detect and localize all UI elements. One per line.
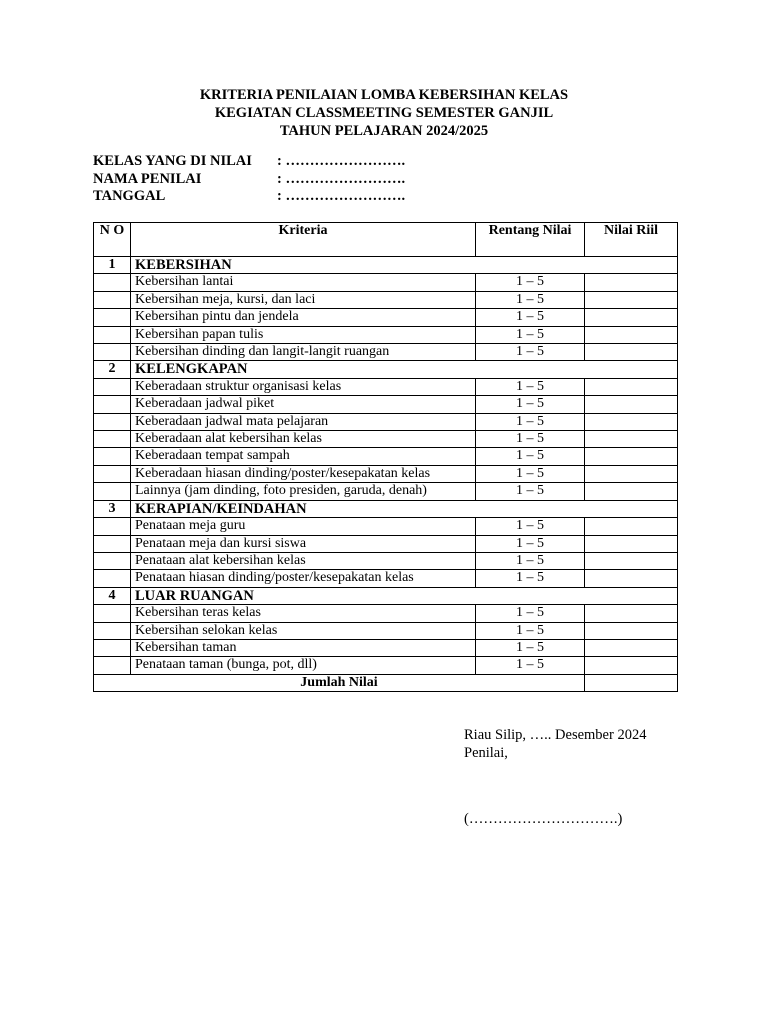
meta-label: TANGGAL [93, 188, 166, 204]
range-cell: 1 – 5 [476, 309, 585, 326]
criteria-label: Kebersihan taman [131, 639, 476, 656]
table-row [94, 326, 678, 343]
criteria-label: Kebersihan selokan kelas [131, 622, 476, 639]
number-cell [94, 274, 131, 291]
score-cell[interactable] [585, 552, 678, 569]
range-cell: 1 – 5 [476, 657, 585, 674]
criteria-label: Keberadaan jadwal piket [131, 396, 476, 413]
criteria-label: Kebersihan papan tulis [131, 326, 476, 343]
table-row [94, 396, 678, 413]
score-cell[interactable] [585, 465, 678, 482]
number-cell [94, 639, 131, 656]
number-cell [94, 378, 131, 395]
table-row [94, 535, 678, 552]
criteria-label: Keberadaan jadwal mata pelajaran [131, 413, 476, 430]
number-cell [94, 570, 131, 587]
table-row [94, 378, 678, 395]
score-cell[interactable] [585, 274, 678, 291]
section-number: 2 [94, 361, 131, 378]
range-cell: 1 – 5 [476, 639, 585, 656]
range-cell: 1 – 5 [476, 378, 585, 395]
table-row [94, 344, 678, 361]
criteria-label: Keberadaan hiasan dinding/poster/kesepakatan kelas [131, 465, 476, 482]
meta-row-kelas [93, 153, 405, 171]
total-row [94, 674, 678, 691]
title-line-2: KEGIATAN CLASSMEETING SEMESTER GANJIL [214, 105, 554, 121]
signature-block [464, 726, 646, 762]
criteria-label: Kebersihan lantai [131, 274, 476, 291]
score-cell[interactable] [585, 639, 678, 656]
criteria-label: Keberadaan tempat sampah [131, 448, 476, 465]
criteria-label: Penataan hiasan dinding/poster/kesepakatan kelas [131, 570, 476, 587]
table-row [94, 483, 678, 500]
range-cell: 1 – 5 [476, 431, 585, 448]
score-cell[interactable] [585, 326, 678, 343]
number-cell [94, 413, 131, 430]
column-header-nilai-riil: Nilai Riil [585, 223, 678, 257]
table-row [94, 448, 678, 465]
score-cell[interactable] [585, 413, 678, 430]
table-row [94, 605, 678, 622]
table-row [94, 552, 678, 569]
meta-row-penilai [93, 171, 405, 189]
score-cell[interactable] [585, 657, 678, 674]
number-cell [94, 465, 131, 482]
range-cell: 1 – 5 [476, 326, 585, 343]
section-row [94, 361, 678, 378]
document-title [0, 86, 768, 140]
number-cell [94, 657, 131, 674]
score-cell[interactable] [585, 291, 678, 308]
table-header-row [94, 223, 678, 257]
column-header-no: N O [94, 223, 131, 257]
section-row [94, 257, 678, 274]
section-title: KERAPIAN/KEINDAHAN [131, 500, 678, 517]
score-cell[interactable] [585, 344, 678, 361]
criteria-label: Penataan taman (bunga, pot, dll) [131, 657, 476, 674]
score-cell[interactable] [585, 309, 678, 326]
section-title: KEBERSIHAN [131, 257, 678, 274]
number-cell [94, 622, 131, 639]
score-cell[interactable] [585, 483, 678, 500]
score-cell[interactable] [585, 535, 678, 552]
criteria-label: Keberadaan alat kebersihan kelas [131, 431, 476, 448]
table-row [94, 431, 678, 448]
range-cell: 1 – 5 [476, 483, 585, 500]
range-cell: 1 – 5 [476, 552, 585, 569]
section-title: LUAR RUANGAN [131, 587, 678, 604]
criteria-label: Kebersihan meja, kursi, dan laci [131, 291, 476, 308]
score-cell[interactable] [585, 378, 678, 395]
criteria-label: Penataan meja guru [131, 518, 476, 535]
meta-label: KELAS YANG DI NILAI [93, 153, 252, 169]
criteria-label: Kebersihan teras kelas [131, 605, 476, 622]
meta-value: : ……………………. [277, 170, 406, 187]
table-row [94, 413, 678, 430]
number-cell [94, 396, 131, 413]
signature-role: Penilai, [464, 745, 508, 761]
range-cell: 1 – 5 [476, 518, 585, 535]
criteria-label: Lainnya (jam dinding, foto presiden, garuda, denah) [131, 483, 476, 500]
score-cell[interactable] [585, 396, 678, 413]
criteria-label: Keberadaan struktur organisasi kelas [131, 378, 476, 395]
range-cell: 1 – 5 [476, 291, 585, 308]
signature-place-date: Riau Silip, ….. Desember 2024 [464, 727, 647, 743]
meta-row-tanggal [93, 188, 405, 206]
number-cell [94, 448, 131, 465]
number-cell [94, 309, 131, 326]
number-cell [94, 344, 131, 361]
table-row [94, 274, 678, 291]
range-cell: 1 – 5 [476, 570, 585, 587]
table-row [94, 291, 678, 308]
range-cell: 1 – 5 [476, 535, 585, 552]
meta-label: NAMA PENILAI [93, 170, 202, 187]
table-row [94, 570, 678, 587]
range-cell: 1 – 5 [476, 396, 585, 413]
meta-block [93, 153, 405, 206]
column-header-rentang: Rentang Nilai [476, 223, 585, 257]
number-cell [94, 291, 131, 308]
table-row [94, 465, 678, 482]
score-cell[interactable] [585, 570, 678, 587]
meta-value: : ……………………. [277, 188, 406, 204]
section-number: 3 [94, 500, 131, 517]
table-row [94, 622, 678, 639]
criteria-label: Penataan meja dan kursi siswa [131, 535, 476, 552]
total-score-cell[interactable] [585, 674, 678, 691]
meta-value: : ……………………. [277, 153, 406, 169]
range-cell: 1 – 5 [476, 605, 585, 622]
section-number: 1 [94, 257, 131, 274]
column-header-kriteria: Kriteria [131, 223, 476, 257]
score-cell[interactable] [585, 605, 678, 622]
number-cell [94, 518, 131, 535]
total-label: Jumlah Nilai [94, 674, 585, 691]
score-cell[interactable] [585, 431, 678, 448]
signature-name-line: (………………………….) [464, 811, 623, 827]
table-row [94, 309, 678, 326]
range-cell: 1 – 5 [476, 274, 585, 291]
table-row [94, 518, 678, 535]
range-cell: 1 – 5 [476, 448, 585, 465]
title-line-1: KRITERIA PENILAIAN LOMBA KEBERSIHAN KELAS [199, 87, 569, 103]
range-cell: 1 – 5 [476, 413, 585, 430]
range-cell: 1 – 5 [476, 344, 585, 361]
table-row [94, 639, 678, 656]
number-cell [94, 326, 131, 343]
section-row [94, 587, 678, 604]
section-number: 4 [94, 587, 131, 604]
number-cell [94, 605, 131, 622]
section-row [94, 500, 678, 517]
title-line-3: TAHUN PELAJARAN 2024/2025 [279, 123, 489, 139]
criteria-table [93, 222, 678, 692]
number-cell [94, 552, 131, 569]
criteria-label: Kebersihan dinding dan langit-langit ruangan [131, 344, 476, 361]
score-cell[interactable] [585, 622, 678, 639]
score-cell[interactable] [585, 518, 678, 535]
table-body [94, 257, 678, 692]
criteria-label: Penataan alat kebersihan kelas [131, 552, 476, 569]
criteria-label: Kebersihan pintu dan jendela [131, 309, 476, 326]
range-cell: 1 – 5 [476, 465, 585, 482]
number-cell [94, 535, 131, 552]
number-cell [94, 483, 131, 500]
section-title: KELENGKAPAN [131, 361, 678, 378]
score-cell[interactable] [585, 448, 678, 465]
number-cell [94, 431, 131, 448]
table-row [94, 657, 678, 674]
range-cell: 1 – 5 [476, 622, 585, 639]
